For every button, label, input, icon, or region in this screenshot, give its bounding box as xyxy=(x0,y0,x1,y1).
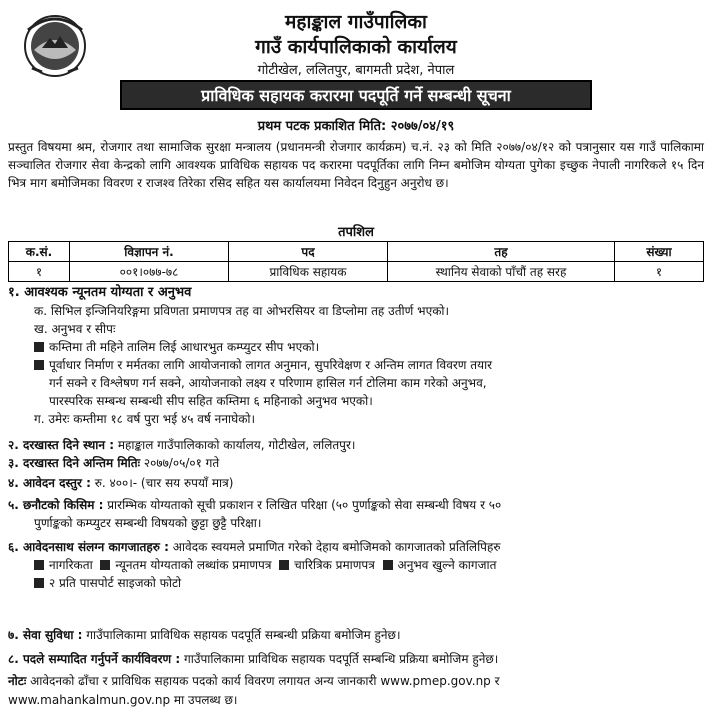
notice-title-banner: प्राविधिक सहायक करारमा पदपूर्ति गर्ने सम्बन्धी सूचना xyxy=(120,80,592,110)
section-6-label: ६. आवेदनसाथ संलग्न कागजातहरु : xyxy=(8,540,169,554)
col-serial: क.सं. xyxy=(9,242,70,262)
table-title: तपशिल xyxy=(338,225,374,240)
bullet-text-cont: पारस्परिक सम्बन्ध सम्बन्धी सीप सहित कम्तिमा ६ महिनाको अनुभव भएको। xyxy=(49,394,373,408)
office-address: गोटीखेल, ललितपुर, बागमती प्रदेश, नेपाल xyxy=(257,63,455,78)
section-8-value: गाउँपालिकामा प्राविधिक सहायक पदपूर्ति सम्बन्धि प्रक्रिया बमोजिम हुनेछ। xyxy=(184,652,499,666)
section-3 xyxy=(8,454,219,472)
list-item xyxy=(34,338,319,356)
section-2 xyxy=(8,436,355,454)
section-3-label: ३. दरखास्त दिने अन्तिम मितिः xyxy=(8,456,141,470)
list-item: न्यूनतम योग्यताको लब्धांक प्रमाणपत्र xyxy=(115,558,272,572)
municipality-name: महाङ्काल गाउँपालिका xyxy=(285,11,427,33)
square-bullet-icon xyxy=(383,560,393,570)
col-count: संख्या xyxy=(615,242,704,262)
col-post: पद xyxy=(229,242,388,262)
published-date: प्रथम पटक प्रकाशित मिति: २०७७/०४/१९ xyxy=(257,119,455,134)
section-2-label: २. दरखास्त दिने स्थान : xyxy=(8,438,115,452)
vacancy-table xyxy=(8,241,704,282)
section-7-label: ७. सेवा सुविधा : xyxy=(8,628,83,642)
cell-level: स्थानिय सेवाको पाँचौं तह सरह xyxy=(388,262,615,282)
section-2-value: महाङ्काल गाउँपालिकाको कार्यालय, गोटीखेल, ललितपुर। xyxy=(117,438,356,452)
section-1-title: १. आवश्यक न्यूनतम योग्यता र अनुभव xyxy=(8,285,192,300)
section-5-value: प्रारम्भिक योग्यताको सूची प्रकाशन र लिखित परिक्षा (५० पुर्णाङ्कको सेवा सम्बन्धी विषय र ५० xyxy=(107,498,502,512)
bullet-text: पूर्वाधार निर्माण र मर्मतका लागि आयोजनाको लागत अनुमान, सुपरिवेक्षण र अन्तिम लागत विवरण तयार xyxy=(49,358,493,372)
section-7 xyxy=(8,626,401,644)
section-1-ka: क. सिभिल इन्जिनियरिङ्गमा प्रविणता प्रमाणपत्र तह वा ओभरसियर वा डिप्लोमा तह उतीर्ण भएको। xyxy=(34,304,450,318)
section-8-label: ८. पदले सम्पादित गर्नुपर्ने कार्यविवरण : xyxy=(8,652,181,666)
section-6 xyxy=(8,538,501,556)
list-item: नागरिकता xyxy=(49,558,93,572)
municipality-website-link[interactable]: www.mahankalmun.gov.np xyxy=(8,693,171,707)
section-4 xyxy=(8,474,233,492)
intro-paragraph: प्रस्तुत विषयमा श्रम, रोजगार तथा सामाजिक सुरक्षा मन्त्रालय (प्रधानमन्त्री रोजगार कार्यक्रम) च.नं. २३ को मिति २०७७/०४/१२ को पत्रानुसार यस गाउँ पालिकामा सञ्चालित रोजगार सेवा केन्द्रको लागि आवश्यक प्राविधिक सहायक पद करारमा पदपूर्तिका लागि निम्न बमोजिम योग्यता पुगेका इच्छुक नेपाली नागरिकले १५ दिन भित्र माग बमोजिमका विवरण र राजश्व तिरेका रसिद सहित यस कार्यालयमा निवेदन दिनुहुन अनुरोध छ। xyxy=(8,140,704,191)
square-bullet-icon xyxy=(279,560,289,570)
section-1-kha: ख. अनुभव र सीपः xyxy=(34,322,116,336)
table-header-row xyxy=(9,242,704,262)
note-text: आवेदनको ढाँचा र प्राविधिक सहायक पदको कार्य विवरण लगायत अन्य जानकारी xyxy=(30,674,377,688)
note-line xyxy=(8,672,500,690)
list-item xyxy=(34,356,492,374)
cell-serial: १ xyxy=(9,262,70,282)
section-8 xyxy=(8,650,498,668)
list-item: अनुभव खुल्ने कागजात xyxy=(397,558,497,572)
col-ad-number: विज्ञापन नं. xyxy=(70,242,229,262)
section-5-cont: पुर्णाङ्कको कम्प्युटर सम्बन्धी विषयको छुट्टा छुट्टै परिक्षा। xyxy=(34,516,262,530)
section-4-label: ४. आवेदन दस्तुर : xyxy=(8,476,91,490)
square-bullet-icon xyxy=(34,560,44,570)
note-end: मा उपलब्ध छ। xyxy=(173,693,238,707)
section-4-value: रु. ४००।- (चार सय रुपयाँ मात्र) xyxy=(94,476,234,490)
section-7-value: गाउँपालिकामा प्राविधिक सहायक पदपूर्ति सम्बन्धी प्रक्रिया बमोजिम हुनेछ। xyxy=(86,628,401,642)
bullet-text: कम्तिमा ती महिने तालिम लिई आधारभुत कम्प्युटर सीप भएको। xyxy=(49,340,320,354)
square-bullet-icon xyxy=(34,342,44,352)
documents-list xyxy=(34,556,497,574)
square-bullet-icon xyxy=(34,360,44,370)
col-level: तह xyxy=(388,242,615,262)
square-bullet-icon xyxy=(100,560,110,570)
cell-post: प्राविधिक सहायक xyxy=(229,262,388,282)
square-bullet-icon xyxy=(34,578,44,588)
table-row xyxy=(9,262,704,282)
cell-count: १ xyxy=(615,262,704,282)
pmep-website-link[interactable]: www.pmep.gov.np xyxy=(380,674,491,688)
note-conjunction: र xyxy=(494,674,500,688)
note-label: नोटः xyxy=(8,674,27,688)
list-item: चारित्रिक प्रमाणपत्र xyxy=(294,558,375,572)
cell-ad-number: ००१।०७७-७८ xyxy=(70,262,229,282)
section-1-ga: ग. उमेरः कम्तीमा १८ वर्ष पुरा भई ४५ वर्ष ननाघेको। xyxy=(34,412,256,426)
list-item: २ प्रति पासपोर्ट साइजको फोटो xyxy=(49,576,182,590)
bullet-text-cont: गर्न सक्ने र विश्लेषण गर्न सक्ने, आयोजनाको लक्ष्य र परिणाम हासिल गर्न टोलिमा काम गरेको अनुभव, xyxy=(49,376,487,390)
office-name: गाउँ कार्यपालिकाको कार्यालय xyxy=(255,36,457,58)
section-6-value: आवेदक स्वयमले प्रमाणित गरेको देहाय बमोजिमको कागजातको प्रतिलिपिहरु xyxy=(172,540,501,554)
section-5 xyxy=(8,496,501,514)
note-line-2 xyxy=(8,691,237,709)
section-3-value: २०७७/०५/०१ गते xyxy=(143,456,220,470)
section-5-label: ५. छनौटको किसिम : xyxy=(8,498,104,512)
documents-list-cont xyxy=(34,574,181,592)
